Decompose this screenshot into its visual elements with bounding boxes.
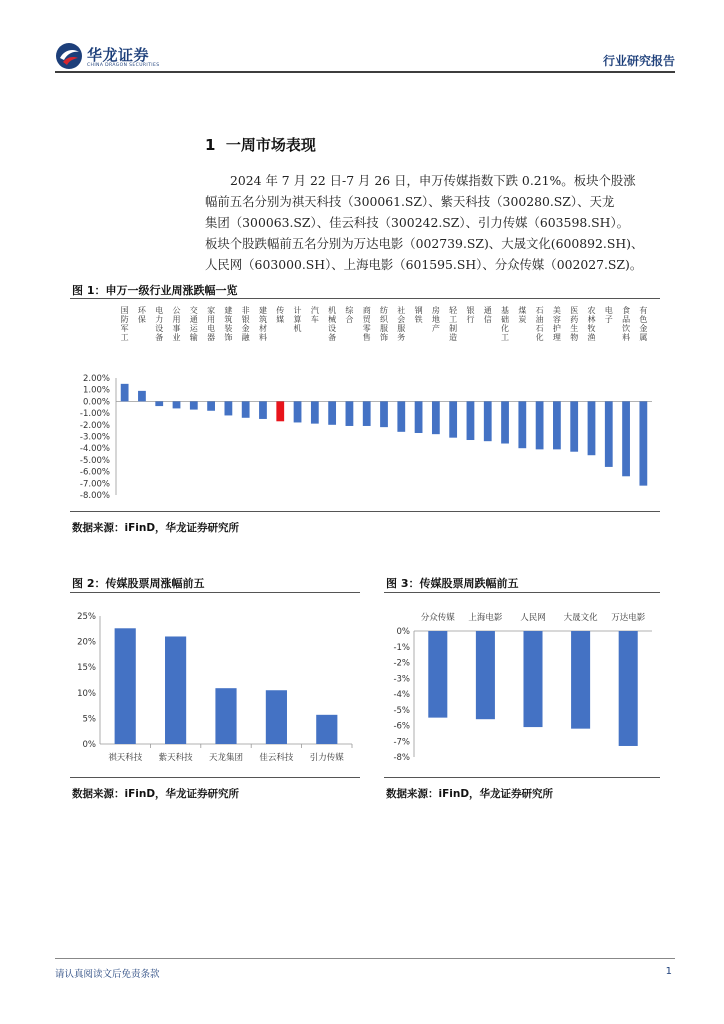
section-title [205, 134, 316, 155]
bar [115, 628, 136, 744]
y-tick-label: 10% [77, 688, 96, 699]
y-tick-label: -7% [393, 737, 410, 748]
x-category-label: 煤炭 [518, 306, 527, 324]
y-tick-label: -6% [393, 721, 410, 732]
bar [138, 391, 146, 402]
bar [207, 401, 215, 410]
bar [242, 401, 250, 417]
bar [266, 690, 287, 744]
x-category-label: 大晟文化 [563, 613, 598, 623]
figure3-source: 数据来源：iFinD，华龙证券研究所 [386, 788, 554, 800]
figure1-title: 图 1：申万一级行业周涨跌幅一览 [72, 284, 238, 297]
paragraph-line: 2024 年 7 月 22 日-7 月 26 日，申万传媒指数下跌 0.21%。板块个股涨 [230, 173, 636, 188]
x-category-label: 社会服务 [397, 306, 406, 342]
x-category-label: 万达电影 [611, 613, 646, 623]
paragraph-line: 集团（300063.SZ）、佳云科技（300242.SZ）、引力传媒（603598.SH）。 [205, 215, 630, 230]
figure1-source: 数据来源：iFinD，华龙证券研究所 [72, 522, 240, 534]
page-header [55, 40, 675, 74]
x-category-label: 环保 [137, 306, 146, 324]
bar [259, 401, 267, 419]
bar [501, 401, 509, 443]
x-category-label: 交通运输 [189, 306, 198, 342]
y-tick-label: 2.00% [82, 374, 110, 384]
y-tick-label: -1% [393, 642, 410, 653]
bar [380, 401, 388, 427]
y-tick-label: 15% [77, 663, 96, 674]
footer-disclaimer: 请认真阅读文后免责条款 [55, 969, 160, 980]
bar [311, 401, 319, 423]
bar [190, 401, 198, 409]
x-category-label: 家用电器 [207, 306, 216, 342]
figure2-source: 数据来源：iFinD，华龙证券研究所 [72, 788, 240, 800]
bar [622, 401, 630, 476]
bar [173, 401, 181, 408]
bar [224, 401, 232, 415]
logo-english-text: CHINA DRAGON SECURITIES [87, 63, 160, 68]
paragraph-line: 人民网（603000.SH）、上海电影（601595.SH）、分众传媒（002027.SZ)。 [205, 257, 643, 272]
y-tick-label: -6.00% [79, 467, 110, 478]
y-tick-label: -5.00% [79, 455, 110, 466]
bar [121, 384, 129, 402]
x-category-label: 祺天科技 [108, 753, 143, 763]
x-category-label: 电力设备 [155, 306, 164, 342]
bar [415, 401, 423, 433]
y-tick-label: -1.00% [79, 409, 110, 420]
x-category-label: 引力传媒 [309, 753, 344, 763]
bar [155, 401, 163, 406]
summary-paragraph [205, 170, 670, 275]
x-category-label: 公用事业 [172, 306, 181, 342]
bar [570, 401, 578, 451]
bar [294, 401, 302, 422]
footer-divider [55, 958, 675, 959]
x-category-label: 通信 [483, 306, 492, 324]
logo-text: 华龙证券 [87, 46, 150, 64]
x-category-label: 银行 [466, 306, 475, 324]
bar [553, 401, 561, 449]
x-category-label: 纺织服饰 [380, 306, 388, 342]
y-tick-label: 0% [82, 740, 96, 750]
media-top-gainers-chart [70, 600, 360, 775]
y-tick-label: -8.00% [79, 491, 110, 501]
section-number: 1 [205, 136, 216, 154]
y-tick-label: -4.00% [79, 444, 110, 455]
bar [467, 401, 475, 440]
figure3-title: 图 3：传媒股票周跌幅前五 [386, 577, 519, 590]
x-category-label: 机械设备 [328, 306, 337, 342]
report-type: 行业研究报告 [602, 54, 675, 68]
x-category-label: 上海电影 [468, 613, 503, 623]
x-category-label: 非银金融 [241, 306, 250, 342]
y-tick-label: 1.00% [82, 385, 110, 396]
paragraph-line: 幅前五名分别为祺天科技（300061.SZ）、紫天科技（300280.SZ）、天龙 [205, 194, 615, 209]
figure1-bottom-rule [70, 511, 660, 512]
x-category-label: 国防军工 [120, 306, 129, 342]
x-category-label: 汽车 [310, 306, 319, 324]
bar [605, 401, 613, 467]
y-tick-label: -2.00% [79, 420, 110, 431]
figure3-bottom-rule [384, 777, 660, 778]
x-category-label: 房地产 [431, 306, 440, 333]
x-category-label: 建筑材料 [258, 306, 267, 342]
hualong-logo-icon [55, 42, 83, 70]
y-tick-label: 0.00% [82, 397, 110, 408]
bar [165, 636, 186, 744]
bar [432, 401, 440, 434]
industry-weekly-change-chart [70, 305, 660, 510]
y-tick-label: -4% [393, 690, 410, 700]
y-tick-label: -8% [393, 753, 410, 763]
x-category-label: 基础化工 [501, 306, 510, 342]
x-category-label: 分众传媒 [420, 613, 455, 623]
bar [619, 631, 638, 746]
paragraph-line: 板块个股跌幅前五名分别为万达电影（002739.SZ)、大晟文化(600892.SH)、 [205, 236, 644, 251]
bar [363, 401, 371, 426]
x-category-label: 农林牧渔 [587, 306, 596, 342]
x-category-label: 有色金属 [639, 306, 648, 342]
x-category-label: 建筑装饰 [224, 306, 233, 342]
x-category-label: 人民网 [520, 613, 546, 623]
x-category-label: 佳云科技 [259, 753, 294, 763]
x-category-label: 轻工制造 [449, 306, 458, 342]
bar [518, 401, 526, 448]
y-tick-label: 25% [77, 612, 96, 622]
x-category-label: 传媒 [276, 306, 285, 324]
y-tick-label: -2% [393, 658, 410, 669]
bar [588, 401, 596, 455]
x-category-label: 石油石化 [535, 306, 544, 342]
x-category-label: 综合 [345, 306, 354, 324]
bar [397, 401, 405, 431]
page-number: 1 [665, 966, 672, 977]
bar [328, 401, 336, 424]
bar [346, 401, 354, 426]
figure2-bottom-rule [70, 777, 360, 778]
header-divider [55, 71, 675, 73]
figure2-top-rule [70, 592, 360, 593]
bar [449, 401, 457, 437]
bar [428, 631, 447, 718]
x-category-label: 计算机 [293, 306, 302, 333]
x-category-label: 美容护理 [552, 306, 561, 342]
x-category-label: 医药生物 [570, 306, 579, 342]
bar [215, 688, 236, 744]
y-tick-label: -3.00% [79, 432, 110, 443]
bar [571, 631, 590, 729]
bar [316, 715, 337, 744]
bar [536, 401, 544, 449]
section-heading: 一周市场表现 [225, 136, 316, 154]
bar [476, 631, 495, 719]
y-tick-label: 20% [77, 637, 96, 648]
x-category-label: 紫天科技 [158, 753, 193, 763]
x-category-label: 钢铁 [414, 306, 423, 324]
y-tick-label: 5% [82, 714, 96, 725]
figure3-top-rule [384, 592, 660, 593]
y-tick-label: -3% [393, 674, 410, 685]
media-top-losers-chart [384, 600, 660, 775]
bar [276, 401, 284, 421]
x-category-label: 电子 [604, 306, 613, 324]
bar [484, 401, 492, 441]
bar [523, 631, 542, 727]
x-category-label: 天龙集团 [208, 753, 244, 763]
y-tick-label: 0% [396, 627, 410, 637]
y-tick-label: -5% [393, 705, 410, 716]
x-category-label: 食品饮料 [622, 306, 631, 342]
figure2-title: 图 2：传媒股票周涨幅前五 [72, 577, 205, 590]
y-tick-label: -7.00% [79, 479, 110, 490]
x-category-label: 商贸零售 [362, 306, 371, 342]
figure1-top-rule [70, 298, 660, 299]
bar [639, 401, 647, 485]
